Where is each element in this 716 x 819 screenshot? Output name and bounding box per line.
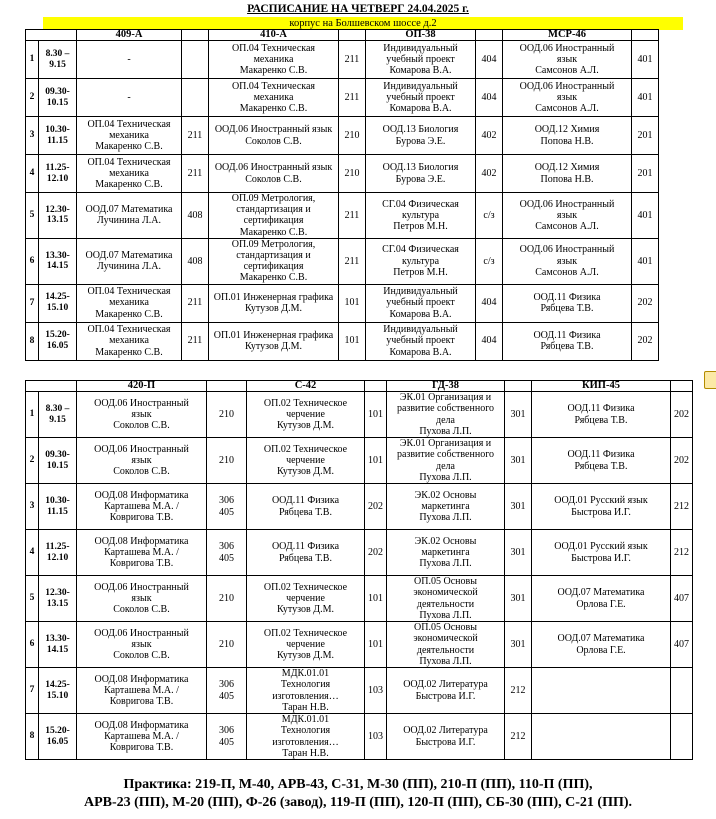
lesson-time: 12.30- 13.15 [39, 576, 77, 622]
lesson-subject: ООД.07 Математика Орлова Г.Е. [532, 622, 671, 668]
lesson-time: 10.30- 11.15 [39, 484, 77, 530]
lesson-number: 7 [26, 284, 39, 322]
lesson-room: 202 [632, 322, 659, 360]
lesson-room: 101 [339, 284, 366, 322]
lesson-subject: ОП.05 Основы экономической деятельности Пухова Л.П. [387, 622, 505, 668]
practice-line: АРВ-23 (ПП), М-20 (ПП), Ф-26 (завод), 119-П (ПП), 120-П (ПП), СБ-30 (ПП), С-21 (ПП). [83, 795, 633, 810]
lesson-subject: ООД.07 Математика Лучинина Л.А. [77, 193, 182, 239]
lesson-room: 202 [632, 284, 659, 322]
lesson-room: 211 [182, 117, 209, 155]
lesson-room: 211 [339, 79, 366, 117]
lesson-room: 211 [339, 193, 366, 239]
table-row [26, 438, 693, 484]
lesson-subject: ОП.02 Техническое черчение Кутузов Д.М. [247, 392, 365, 438]
lesson-room: 101 [365, 576, 387, 622]
lesson-number: 4 [26, 155, 39, 193]
lesson-time: 14.25- 15.10 [39, 668, 77, 714]
lesson-subject: ООД.06 Иностранный язык Соколов С.В. [77, 622, 207, 668]
lesson-subject: МДК.01.01 Технология изготовления… Таран Н.В. [247, 668, 365, 714]
clipboard-icon[interactable] [704, 371, 716, 389]
lesson-subject: ООД.01 Русский язык Быстрова И.Г. [532, 530, 671, 576]
lesson-subject: ОП.04 Техническая механика Макаренко С.В. [77, 155, 182, 193]
lesson-room: 210 [339, 117, 366, 155]
lesson-subject: ООД.11 Физика Рябцева Т.В. [503, 284, 632, 322]
table-row [26, 530, 693, 576]
lesson-subject: ООД.08 Информатика Карташева М.А. / Ковригова Т.В. [77, 668, 207, 714]
lesson-subject: ОП.04 Техническая механика Макаренко С.В. [209, 41, 339, 79]
lesson-number: 3 [26, 117, 39, 155]
lesson-room: 301 [505, 438, 532, 484]
lesson-number: 5 [26, 193, 39, 239]
lesson-subject: ЭК.01 Организация и развитие собственного дела Пухова Л.П. [387, 392, 505, 438]
table-row [26, 322, 659, 360]
lesson-subject: ОП.01 Инженерная графика Кутузов Д.М. [209, 284, 339, 322]
lesson-room: 210 [339, 155, 366, 193]
lesson-room: 101 [339, 322, 366, 360]
lesson-subject: ООД.01 Русский язык Быстрова И.Г. [532, 484, 671, 530]
lesson-subject: ОП.09 Метрология, стандартизация и сертификация Макаренко С.В. [209, 238, 339, 284]
lesson-time: 11.25- 12.10 [39, 530, 77, 576]
lesson-room: 408 [182, 238, 209, 284]
lesson-room: 407 [671, 576, 693, 622]
lesson-room [182, 41, 209, 79]
lesson-subject: ООД.11 Физика Рябцева Т.В. [503, 322, 632, 360]
table-row [26, 41, 659, 79]
lesson-room: 404 [476, 322, 503, 360]
lesson-room: 301 [505, 392, 532, 438]
lesson-subject [532, 668, 671, 714]
lesson-subject: ООД.06 Иностранный язык Самсонов А.Л. [503, 79, 632, 117]
lesson-subject: ОП.04 Техническая механика Макаренко С.В. [209, 79, 339, 117]
lesson-subject: Индивидуальный учебный проект Комарова В.А. [366, 79, 476, 117]
lesson-subject: ООД.06 Иностранный язык Самсонов А.Л. [503, 238, 632, 284]
lesson-room: 408 [182, 193, 209, 239]
lesson-subject: ООД.11 Физика Рябцева Т.В. [247, 484, 365, 530]
lesson-room: 306 405 [207, 668, 247, 714]
group-header: МСР-46 [503, 30, 632, 41]
lesson-time: 8.30 – 9.15 [39, 41, 77, 79]
lesson-room: 301 [505, 622, 532, 668]
group-header: 410-А [209, 30, 339, 41]
lesson-subject: ООД.06 Иностранный язык Соколов С.В. [77, 392, 207, 438]
lesson-number: 6 [26, 238, 39, 284]
table-row [26, 576, 693, 622]
lesson-subject: ООД.12 Химия Попова Н.В. [503, 117, 632, 155]
lesson-subject: ООД.11 Физика Рябцева Т.В. [247, 530, 365, 576]
lesson-subject: ООД.07 Математика Орлова Г.Е. [532, 576, 671, 622]
lesson-number: 3 [26, 484, 39, 530]
lesson-subject [532, 714, 671, 760]
table-row [26, 193, 659, 239]
lesson-room: 211 [339, 238, 366, 284]
table-row [26, 155, 659, 193]
group-header: 409-А [77, 30, 182, 41]
lesson-subject: ООД.06 Иностранный язык Соколов С.В. [77, 438, 207, 484]
lesson-room: 101 [365, 392, 387, 438]
group-header: 420-П [77, 381, 207, 392]
lesson-room [671, 668, 693, 714]
lesson-room: 103 [365, 668, 387, 714]
table-row [26, 622, 693, 668]
lesson-subject: ООД.06 Иностранный язык Соколов С.В. [77, 576, 207, 622]
building-banner: корпус на Болшевском шоссе д.2 [43, 17, 683, 30]
practice-note [0, 776, 716, 812]
table-row [26, 238, 659, 284]
table-row [26, 117, 659, 155]
lesson-subject: ОП.04 Техническая механика Макаренко С.В. [77, 284, 182, 322]
lesson-subject: Индивидуальный учебный проект Комарова В.А. [366, 284, 476, 322]
group-header: С-42 [247, 381, 365, 392]
lesson-time: 09.30- 10.15 [39, 438, 77, 484]
lesson-number: 7 [26, 668, 39, 714]
lesson-number: 5 [26, 576, 39, 622]
lesson-room: 210 [207, 576, 247, 622]
schedule-table-2 [25, 380, 693, 760]
lesson-room [182, 79, 209, 117]
lesson-room: 101 [365, 622, 387, 668]
lesson-room: 404 [476, 284, 503, 322]
lesson-subject: ЭК.02 Основы маркетинга Пухова Л.П. [387, 484, 505, 530]
lesson-subject: - [77, 79, 182, 117]
lesson-time: 8.30 – 9.15 [39, 392, 77, 438]
lesson-room: 201 [632, 155, 659, 193]
lesson-subject: Индивидуальный учебный проект Комарова В.А. [366, 41, 476, 79]
lesson-subject: СГ.04 Физическая культура Петров М.Н. [366, 238, 476, 284]
lesson-number: 8 [26, 714, 39, 760]
lesson-subject: МДК.01.01 Технология изготовления… Таран Н.В. [247, 714, 365, 760]
lesson-room: 211 [182, 155, 209, 193]
lesson-room: 402 [476, 117, 503, 155]
lesson-subject: ООД.12 Химия Попова Н.В. [503, 155, 632, 193]
lesson-room: 202 [365, 484, 387, 530]
lesson-room: 210 [207, 438, 247, 484]
lesson-room: 402 [476, 155, 503, 193]
lesson-room: 404 [476, 79, 503, 117]
lesson-room: 212 [505, 714, 532, 760]
lesson-room: 202 [365, 530, 387, 576]
lesson-room: 201 [632, 117, 659, 155]
lesson-subject: ОП.05 Основы экономической деятельности Пухова Л.П. [387, 576, 505, 622]
lesson-subject: СГ.04 Физическая культура Петров М.Н. [366, 193, 476, 239]
lesson-number: 6 [26, 622, 39, 668]
lesson-number: 1 [26, 41, 39, 79]
lesson-room: 211 [339, 41, 366, 79]
lesson-subject: ООД.02 Литература Быстрова И.Г. [387, 668, 505, 714]
lesson-time: 14.25- 15.10 [39, 284, 77, 322]
lesson-room: 202 [671, 438, 693, 484]
lesson-time: 13.30- 14.15 [39, 238, 77, 284]
lesson-room: 210 [207, 392, 247, 438]
lesson-time: 09.30- 10.15 [39, 79, 77, 117]
lesson-room: 301 [505, 484, 532, 530]
lesson-room: 306 405 [207, 530, 247, 576]
lesson-room: с/з [476, 193, 503, 239]
table-row [26, 714, 693, 760]
lesson-subject: ОП.01 Инженерная графика Кутузов Д.М. [209, 322, 339, 360]
lesson-room [671, 714, 693, 760]
lesson-subject: ОП.02 Техническое черчение Кутузов Д.М. [247, 622, 365, 668]
lesson-room: 401 [632, 238, 659, 284]
lesson-room: 401 [632, 193, 659, 239]
table-row [26, 484, 693, 530]
lesson-number: 8 [26, 322, 39, 360]
lesson-room: с/з [476, 238, 503, 284]
lesson-number: 2 [26, 438, 39, 484]
lesson-room: 212 [671, 530, 693, 576]
lesson-number: 2 [26, 79, 39, 117]
schedule-table-1 [25, 29, 659, 361]
lesson-subject: ЭК.02 Основы маркетинга Пухова Л.П. [387, 530, 505, 576]
lesson-subject: ООД.06 Иностранный язык Соколов С.В. [209, 117, 339, 155]
lesson-time: 15.20- 16.05 [39, 322, 77, 360]
lesson-time: 10.30- 11.15 [39, 117, 77, 155]
page-title: РАСПИСАНИЕ НА ЧЕТВЕРГ 24.04.2025 г. [247, 3, 469, 15]
lesson-room: 401 [632, 79, 659, 117]
lesson-room: 212 [505, 668, 532, 714]
lesson-subject: ООД.06 Иностранный язык Соколов С.В. [209, 155, 339, 193]
practice-line: Практика: 219-П, М-40, АРВ-43, С-31, М-30 (ПП), 210-П (ПП), 110-П (ПП), [123, 777, 593, 792]
lesson-room: 306 405 [207, 714, 247, 760]
lesson-subject: Индивидуальный учебный проект Комарова В.А. [366, 322, 476, 360]
lesson-subject: ОП.02 Техническое черчение Кутузов Д.М. [247, 576, 365, 622]
table-row [26, 668, 693, 714]
lesson-room: 301 [505, 530, 532, 576]
lesson-subject: ОП.02 Техническое черчение Кутузов Д.М. [247, 438, 365, 484]
lesson-room: 210 [207, 622, 247, 668]
lesson-room: 202 [671, 392, 693, 438]
lesson-subject: ООД.06 Иностранный язык Самсонов А.Л. [503, 193, 632, 239]
lesson-subject: ООД.11 Физика Рябцева Т.В. [532, 392, 671, 438]
lesson-time: 12.30- 13.15 [39, 193, 77, 239]
lesson-subject: ОП.04 Техническая механика Макаренко С.В. [77, 117, 182, 155]
lesson-subject: ООД.13 Биология Бурова Э.Е. [366, 117, 476, 155]
lesson-room: 103 [365, 714, 387, 760]
lesson-room: 404 [476, 41, 503, 79]
lesson-subject: ООД.08 Информатика Карташева М.А. / Ковригова Т.В. [77, 484, 207, 530]
lesson-subject: ОП.04 Техническая механика Макаренко С.В. [77, 322, 182, 360]
lesson-number: 1 [26, 392, 39, 438]
lesson-time: 15.20- 16.05 [39, 714, 77, 760]
lesson-subject: ОП.09 Метрология, стандартизация и сертификация Макаренко С.В. [209, 193, 339, 239]
group-header: КИП-45 [532, 381, 671, 392]
lesson-subject: ООД.11 Физика Рябцева Т.В. [532, 438, 671, 484]
lesson-room: 101 [365, 438, 387, 484]
lesson-time: 13.30- 14.15 [39, 622, 77, 668]
lesson-subject: - [77, 41, 182, 79]
table-row [26, 284, 659, 322]
lesson-subject: ООД.08 Информатика Карташева М.А. / Ковригова Т.В. [77, 714, 207, 760]
lesson-room: 212 [671, 484, 693, 530]
lesson-subject: ООД.08 Информатика Карташева М.А. / Ковригова Т.В. [77, 530, 207, 576]
lesson-time: 11.25- 12.10 [39, 155, 77, 193]
lesson-room: 211 [182, 322, 209, 360]
lesson-room: 401 [632, 41, 659, 79]
lesson-room: 407 [671, 622, 693, 668]
lesson-number: 4 [26, 530, 39, 576]
group-header: ГД-38 [387, 381, 505, 392]
lesson-room: 306 405 [207, 484, 247, 530]
lesson-subject: ООД.13 Биология Бурова Э.Е. [366, 155, 476, 193]
lesson-subject: ООД.07 Математика Лучинина Л.А. [77, 238, 182, 284]
table-row [26, 79, 659, 117]
lesson-subject: ООД.02 Литература Быстрова И.Г. [387, 714, 505, 760]
group-header: ОП-38 [366, 30, 476, 41]
table-row [26, 392, 693, 438]
lesson-room: 211 [182, 284, 209, 322]
lesson-subject: ЭК.01 Организация и развитие собственного дела Пухова Л.П. [387, 438, 505, 484]
lesson-subject: ООД.06 Иностранный язык Самсонов А.Л. [503, 41, 632, 79]
lesson-room: 301 [505, 576, 532, 622]
